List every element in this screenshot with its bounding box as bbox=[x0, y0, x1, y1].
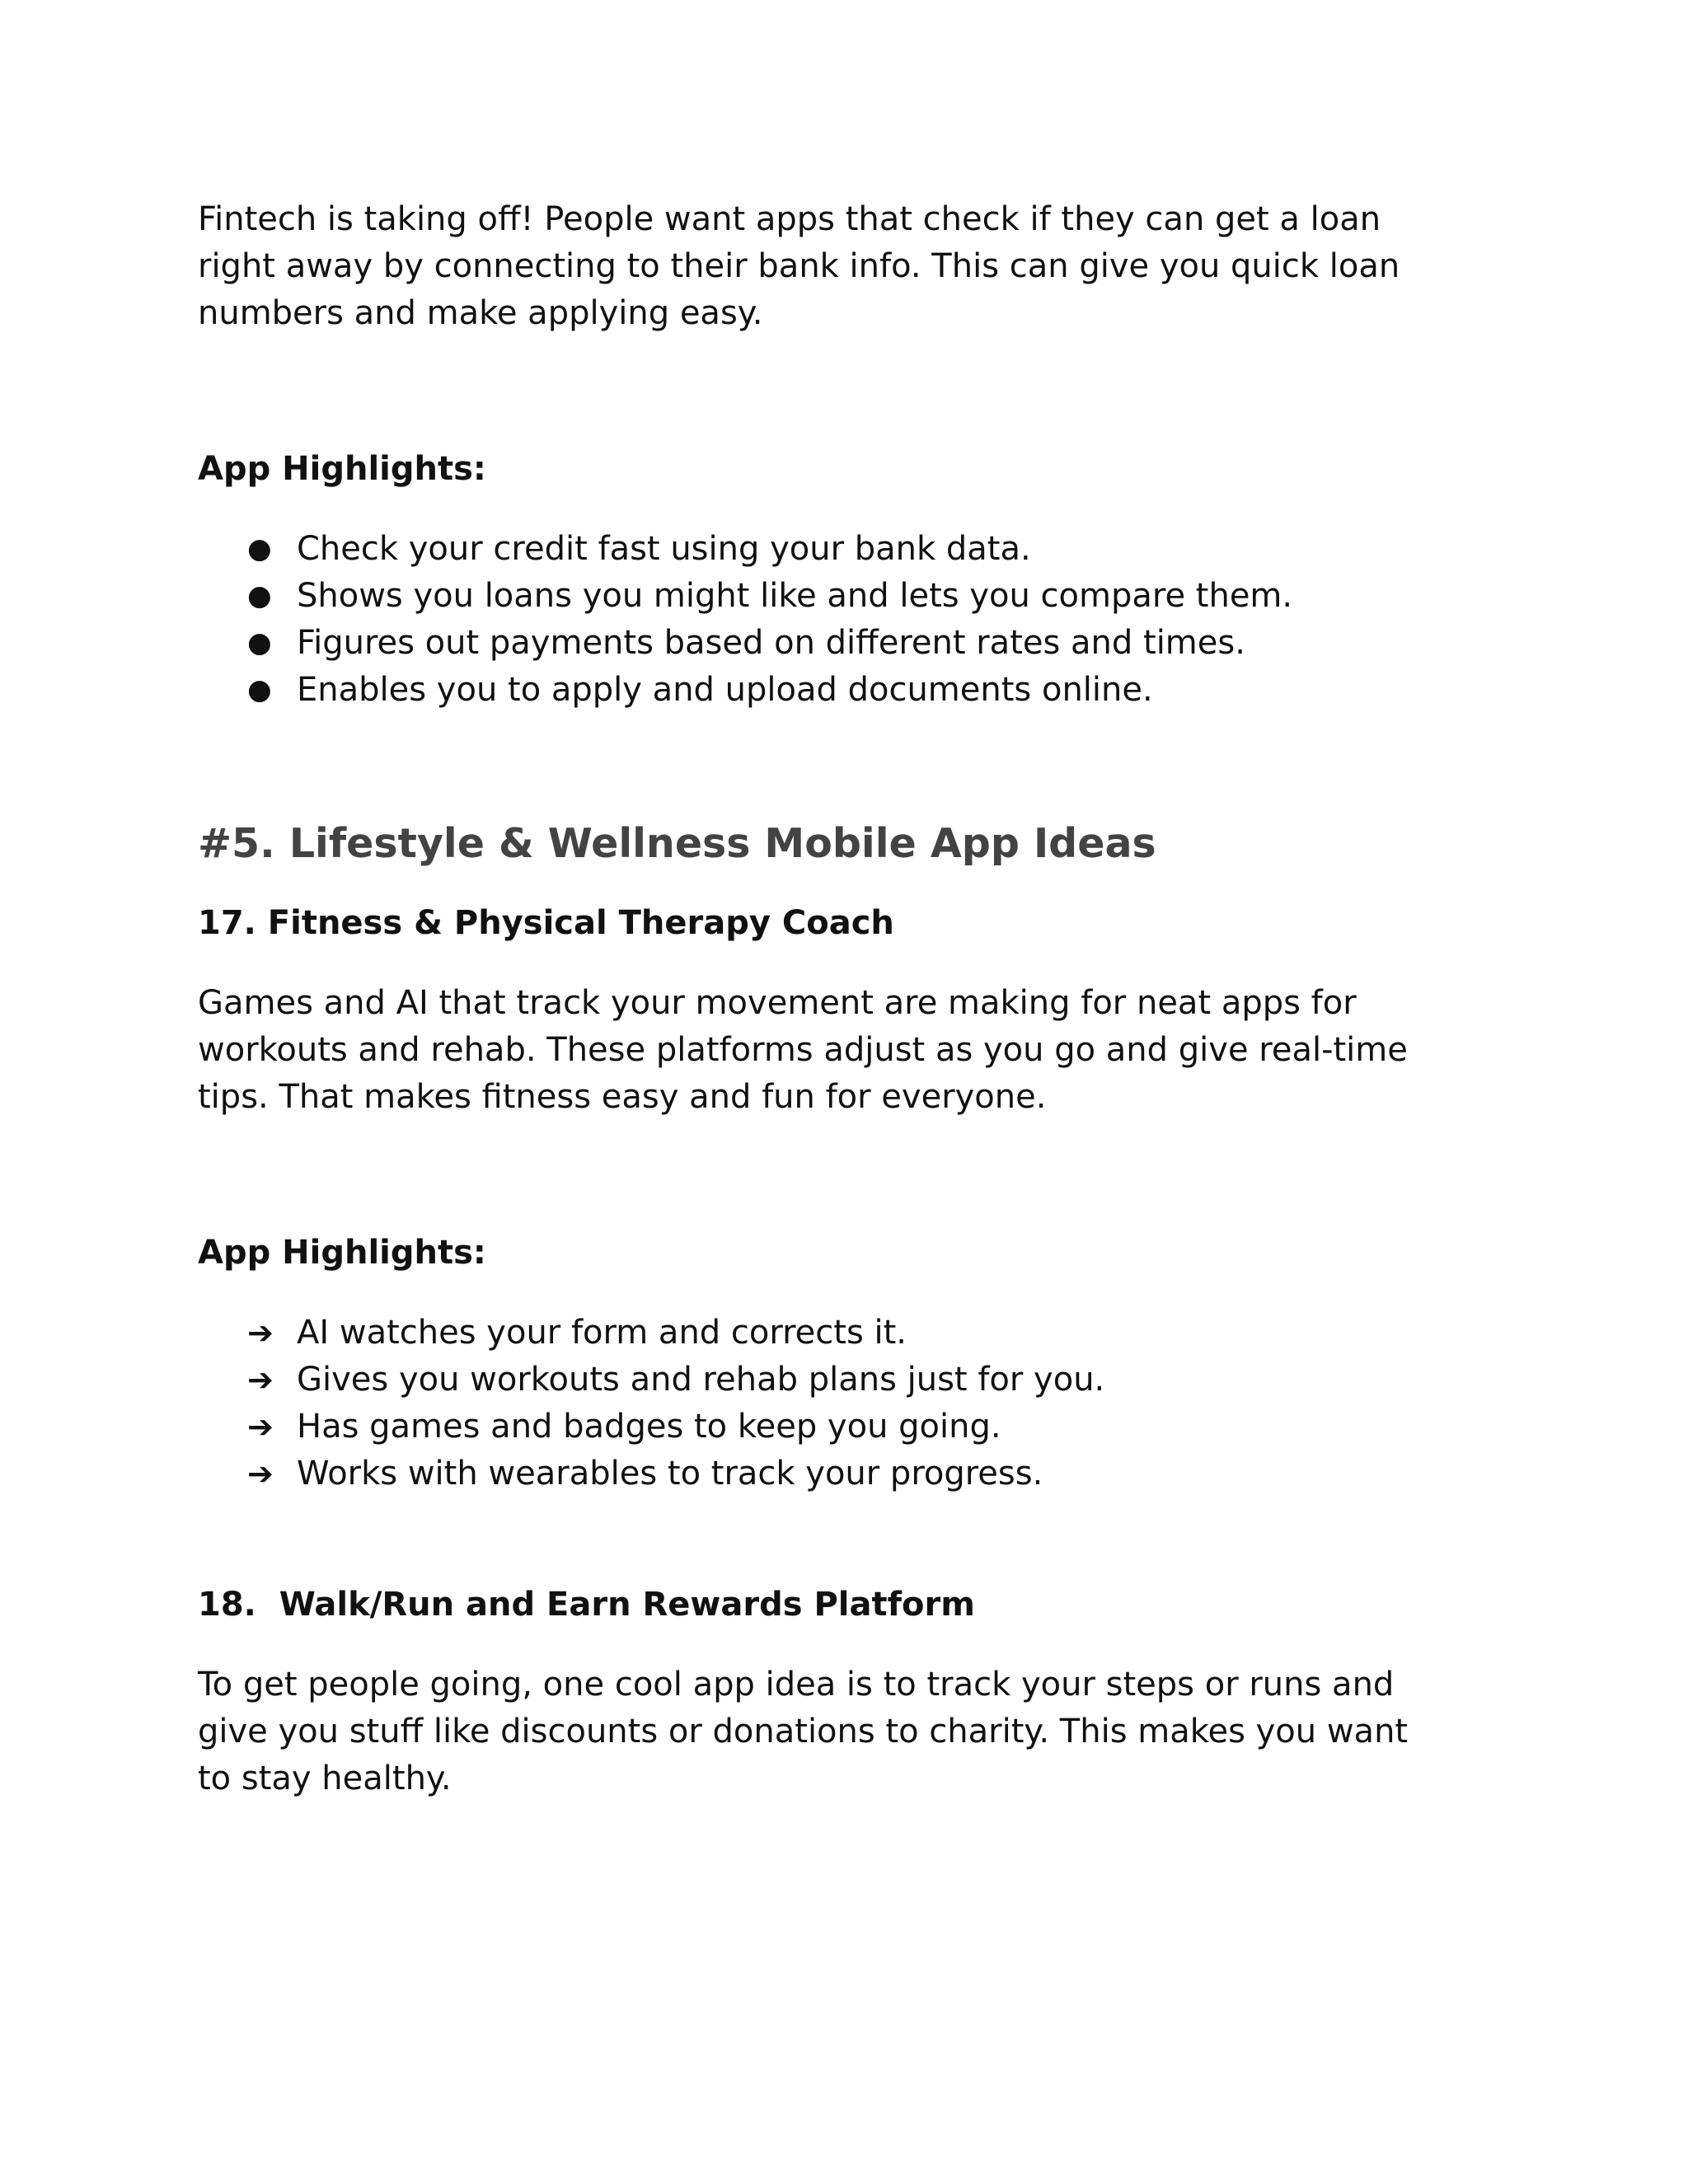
list-item-text: Gives you workouts and rehab plans just for you. bbox=[297, 1361, 1105, 1399]
list-item-text: AI watches your form and corrects it. bbox=[297, 1314, 907, 1352]
bullet-dot-icon: ● bbox=[247, 626, 272, 659]
bullet-dot-icon: ● bbox=[247, 532, 272, 565]
bullet-dot-icon: ● bbox=[247, 579, 272, 612]
list-item-text: Figures out payments based on different rates and times. bbox=[297, 624, 1245, 662]
spacer bbox=[198, 714, 1517, 818]
idea-paragraph-18: To get people going, one cool app idea is to track your steps or runs and give you stuff like discounts or donations to charity. This makes you want to stay healthy. bbox=[198, 1666, 1409, 1797]
arrow-right-icon: ➔ bbox=[247, 1361, 274, 1398]
idea-paragraph-17: Games and AI that track your movement are making for neat apps for workouts and rehab. These platforms adjust as you go and give real-time tips. That makes fitness easy and fun for everyone. bbox=[198, 984, 1408, 1116]
list-item bbox=[198, 620, 1517, 667]
spacer bbox=[198, 1629, 1517, 1661]
intro-paragraph: Fintech is taking off! People want apps that check if they can get a loan right away by connecting to their bank info. This can give you quick loan numbers and make applying easy. bbox=[198, 200, 1400, 332]
app-highlights-label: App Highlights: bbox=[198, 1234, 486, 1272]
list-item bbox=[198, 1357, 1517, 1404]
list-item bbox=[198, 573, 1517, 620]
arrow-right-icon: ➔ bbox=[247, 1455, 274, 1492]
app-highlights-label: App Highlights: bbox=[198, 450, 486, 488]
list-item-text: Works with wearables to track your progress. bbox=[297, 1455, 1043, 1493]
spacer bbox=[198, 1277, 1517, 1310]
list-item-text: Check your credit fast using your bank data. bbox=[297, 530, 1031, 568]
arrow-right-icon: ➔ bbox=[247, 1408, 274, 1445]
highlights-list-bullets bbox=[198, 526, 1517, 714]
spacer bbox=[198, 870, 1517, 900]
list-item bbox=[198, 526, 1517, 573]
bullet-dot-icon: ● bbox=[247, 673, 272, 706]
document-page bbox=[198, 196, 1517, 1802]
spacer bbox=[198, 947, 1517, 980]
highlights-list-arrows bbox=[198, 1310, 1517, 1497]
list-item-text: Enables you to apply and upload documents online. bbox=[297, 671, 1153, 709]
spacer bbox=[198, 1121, 1517, 1230]
arrow-right-icon: ➔ bbox=[247, 1315, 274, 1351]
list-item-text: Shows you loans you might like and lets you compare them. bbox=[297, 577, 1293, 615]
list-item bbox=[198, 1310, 1517, 1357]
spacer bbox=[198, 337, 1517, 446]
section-title: #5. Lifestyle & Wellness Mobile App Ideas bbox=[198, 820, 1156, 867]
idea-heading-18: 18. Walk/Run and Earn Rewards Platform bbox=[198, 1586, 975, 1624]
list-item bbox=[198, 1451, 1517, 1497]
spacer bbox=[198, 493, 1517, 526]
spacer bbox=[198, 1497, 1517, 1582]
list-item-text: Has games and badges to keep you going. bbox=[297, 1408, 1001, 1446]
idea-heading-17: 17. Fitness & Physical Therapy Coach bbox=[198, 904, 894, 942]
list-item bbox=[198, 1404, 1517, 1451]
list-item bbox=[198, 667, 1517, 714]
